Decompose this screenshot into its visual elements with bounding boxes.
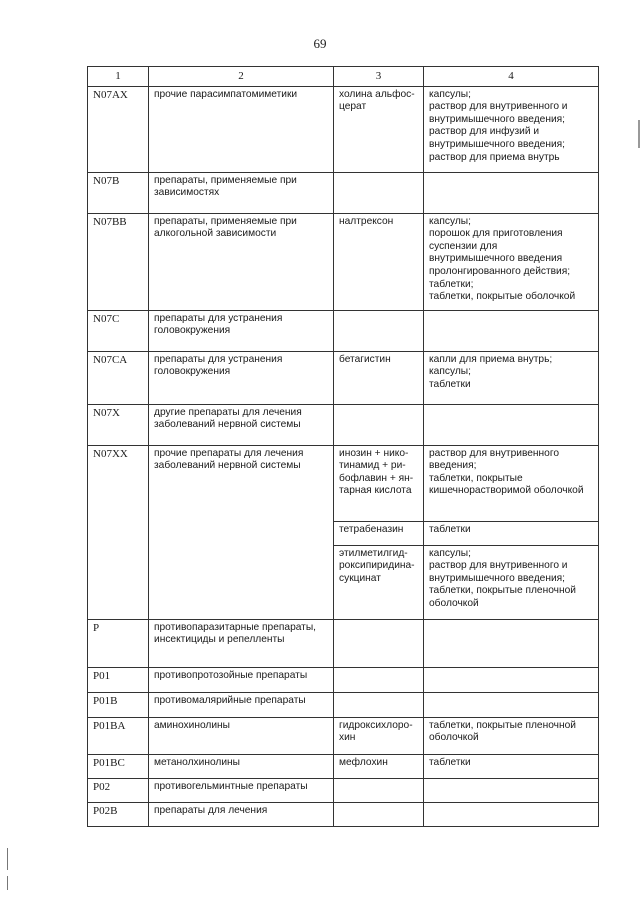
- dosage-form-line: таблетки: [429, 756, 471, 768]
- dosage-form-line: внутримышечного введения;: [429, 138, 565, 150]
- atc-code-cell: N07X: [88, 404, 149, 445]
- dosage-form-line: суспензии для: [429, 240, 498, 252]
- substance-cell: [334, 172, 424, 213]
- group-line: головокружения: [154, 325, 231, 337]
- group-line: препараты для устранения: [154, 312, 283, 324]
- table-row: [88, 778, 599, 802]
- dosage-forms-cell: [424, 86, 599, 172]
- anatomical-group-cell: [149, 754, 334, 778]
- group-line: головокружения: [154, 366, 231, 378]
- dosage-forms-cell: [424, 619, 599, 667]
- dosage-form-line: таблетки, покрытые пленочной: [429, 585, 576, 597]
- dosage-forms-cell: [424, 404, 599, 445]
- substance-line: тетрабеназин: [339, 523, 404, 535]
- group-line: противогельминтные препараты: [154, 780, 308, 792]
- dosage-form-line: кишечнорастворимой оболочкой: [429, 485, 584, 497]
- dosage-form-line: раствор для внутривенного и: [429, 560, 568, 572]
- anatomical-group-cell: [149, 667, 334, 692]
- table-row: [88, 717, 599, 754]
- table-header: [88, 67, 599, 87]
- substance-line: холина альфос-: [339, 88, 415, 100]
- substance-cell: [334, 86, 424, 172]
- atc-code-cell: P02: [88, 778, 149, 802]
- group-line: противомалярийные препараты: [154, 694, 306, 706]
- group-line: метанолхинолины: [154, 756, 240, 768]
- substance-cell: [334, 404, 424, 445]
- group-line: препараты для лечения: [154, 804, 268, 816]
- substance-line: хин: [339, 732, 356, 744]
- header-col-3: 3: [334, 67, 424, 87]
- substance-line: инозин + нико-: [339, 447, 409, 459]
- group-line: аминохинолины: [154, 719, 230, 731]
- group-line: препараты для устранения: [154, 353, 283, 365]
- header-col-1: 1: [88, 67, 149, 87]
- substance-line: налтрексон: [339, 215, 394, 227]
- substance-cell: [334, 545, 424, 619]
- header-col-4: 4: [424, 67, 599, 87]
- table-row: [88, 310, 599, 351]
- atc-code-cell: P01B: [88, 692, 149, 717]
- atc-code-cell: P01: [88, 667, 149, 692]
- dosage-form-line: раствор для внутривенного и: [429, 101, 568, 113]
- substance-cell: [334, 802, 424, 826]
- substance-cell: [334, 213, 424, 310]
- substance-line: гидроксихлоро-: [339, 719, 413, 731]
- substance-cell: [334, 667, 424, 692]
- drug-table: [87, 66, 599, 827]
- dosage-form-line: таблетки: [429, 378, 471, 390]
- dosage-form-line: таблетки, покрытые оболочкой: [429, 291, 576, 303]
- dosage-forms-cell: [424, 754, 599, 778]
- dosage-form-line: таблетки, покрытые пленочной: [429, 719, 576, 731]
- substance-cell: [334, 521, 424, 545]
- substance-line: сукцинат: [339, 572, 381, 584]
- dosage-form-line: таблетки: [429, 523, 471, 535]
- dosage-form-line: внутримышечного введения: [429, 253, 563, 265]
- scan-margin-mark: [7, 848, 8, 870]
- substance-cell: [334, 778, 424, 802]
- group-line: препараты, применяемые при: [154, 215, 297, 227]
- atc-code-cell: N07BB: [88, 213, 149, 310]
- table-row: [88, 404, 599, 445]
- substance-cell: [334, 351, 424, 404]
- dosage-form-line: капли для приема внутрь;: [429, 353, 553, 365]
- dosage-forms-cell: [424, 545, 599, 619]
- table-row: [88, 445, 599, 521]
- substance-line: этилметилгид-: [339, 547, 408, 559]
- atc-code-cell: N07AX: [88, 86, 149, 172]
- dosage-form-line: капсулы;: [429, 547, 471, 559]
- table-body: [88, 86, 599, 826]
- substance-line: тарная кислота: [339, 485, 412, 497]
- anatomical-group-cell: [149, 213, 334, 310]
- page-number: 69: [313, 36, 327, 51]
- anatomical-group-cell: [149, 717, 334, 754]
- anatomical-group-cell: [149, 86, 334, 172]
- dosage-form-line: таблетки;: [429, 278, 474, 290]
- dosage-form-line: пролонгированного действия;: [429, 265, 571, 277]
- atc-code-cell: P01BA: [88, 717, 149, 754]
- dosage-forms-cell: [424, 667, 599, 692]
- table-row: [88, 619, 599, 667]
- table-row: [88, 667, 599, 692]
- table-row: [88, 802, 599, 826]
- atc-code-cell: P: [88, 619, 149, 667]
- substance-cell: [334, 692, 424, 717]
- substance-line: роксипиридина-: [339, 560, 415, 572]
- table-row: [88, 692, 599, 717]
- substance-line: тинамид + ри-: [339, 460, 406, 472]
- dosage-forms-cell: [424, 802, 599, 826]
- dosage-forms-cell: [424, 445, 599, 521]
- dosage-form-line: раствор для внутривенного: [429, 447, 559, 459]
- header-row: [88, 67, 599, 87]
- group-line: препараты, применяемые при: [154, 174, 297, 186]
- dosage-form-line: таблетки, покрытые: [429, 472, 523, 484]
- dosage-form-line: внутримышечного введения;: [429, 113, 565, 125]
- dosage-forms-cell: [424, 778, 599, 802]
- anatomical-group-cell: [149, 619, 334, 667]
- group-line: инсектициды и репелленты: [154, 634, 285, 646]
- dosage-form-line: капсулы;: [429, 215, 471, 227]
- scan-margin-mark: [7, 876, 8, 890]
- group-line: зависимостях: [154, 187, 220, 199]
- table-row: [88, 754, 599, 778]
- dosage-forms-cell: [424, 521, 599, 545]
- atc-code-cell: P02B: [88, 802, 149, 826]
- group-line: противопаразитарные препараты,: [154, 621, 316, 633]
- anatomical-group-cell: [149, 351, 334, 404]
- table-row: [88, 86, 599, 172]
- table-row: [88, 172, 599, 213]
- atc-code-cell: N07B: [88, 172, 149, 213]
- substance-line: бофлавин + ян-: [339, 472, 414, 484]
- anatomical-group-cell: [149, 692, 334, 717]
- dosage-forms-cell: [424, 717, 599, 754]
- anatomical-group-cell: [149, 445, 334, 619]
- group-line: прочие препараты для лечения: [154, 447, 304, 459]
- table-row: [88, 351, 599, 404]
- dosage-form-line: капсулы;: [429, 366, 471, 378]
- dosage-forms-cell: [424, 310, 599, 351]
- group-line: заболеваний нервной системы: [154, 419, 301, 431]
- group-line: другие препараты для лечения: [154, 406, 302, 418]
- substance-cell: [334, 717, 424, 754]
- substance-line: бетагистин: [339, 353, 391, 365]
- substance-line: церат: [339, 101, 367, 113]
- dosage-form-line: введения;: [429, 460, 477, 472]
- anatomical-group-cell: [149, 310, 334, 351]
- atc-code-cell: P01BC: [88, 754, 149, 778]
- anatomical-group-cell: [149, 802, 334, 826]
- anatomical-group-cell: [149, 404, 334, 445]
- anatomical-group-cell: [149, 778, 334, 802]
- substance-cell: [334, 445, 424, 521]
- atc-code-cell: N07XX: [88, 445, 149, 619]
- dosage-forms-cell: [424, 172, 599, 213]
- group-line: прочие парасимпатомиметики: [154, 88, 298, 100]
- header-col-2: 2: [149, 67, 334, 87]
- dosage-form-line: капсулы;: [429, 88, 471, 100]
- dosage-form-line: внутримышечного введения;: [429, 572, 565, 584]
- dosage-form-line: порошок для приготовления: [429, 228, 563, 240]
- atc-code-cell: N07C: [88, 310, 149, 351]
- dosage-forms-cell: [424, 692, 599, 717]
- group-line: заболеваний нервной системы: [154, 460, 301, 472]
- dosage-form-line: раствор для инфузий и: [429, 126, 540, 138]
- dosage-forms-cell: [424, 213, 599, 310]
- dosage-forms-cell: [424, 351, 599, 404]
- table-row: [88, 213, 599, 310]
- substance-cell: [334, 619, 424, 667]
- anatomical-group-cell: [149, 172, 334, 213]
- group-line: противопротозойные препараты: [154, 669, 308, 681]
- substance-line: мефлохин: [339, 756, 388, 768]
- group-line: алкогольной зависимости: [154, 228, 277, 240]
- dosage-form-line: оболочкой: [429, 597, 479, 609]
- dosage-form-line: оболочкой: [429, 732, 479, 744]
- atc-code-cell: N07CA: [88, 351, 149, 404]
- dosage-form-line: раствор для приема внутрь: [429, 151, 560, 163]
- substance-cell: [334, 310, 424, 351]
- substance-cell: [334, 754, 424, 778]
